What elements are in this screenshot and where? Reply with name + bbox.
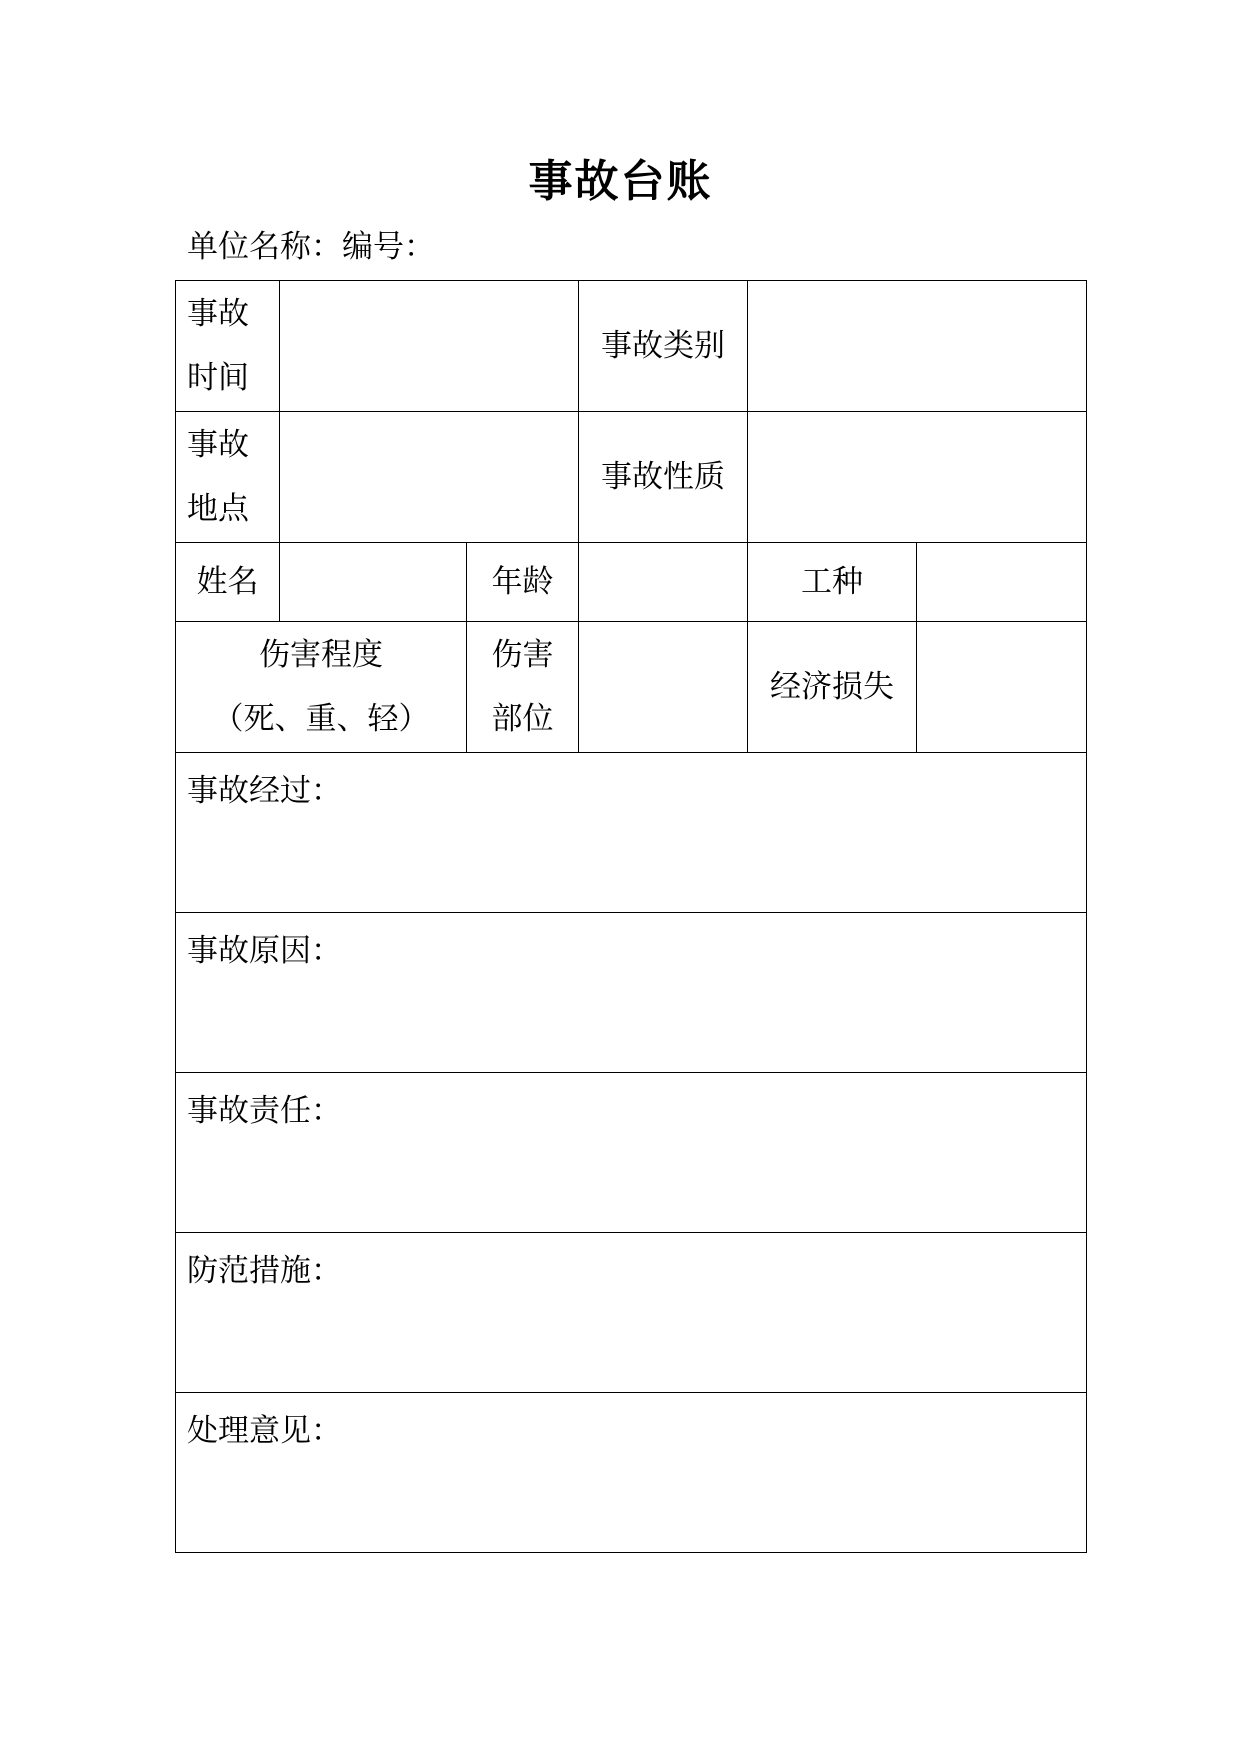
injury-degree-label: 伤害程度 （死、重、轻） [176, 622, 467, 753]
injury-part-label: 伤害 部位 [467, 622, 579, 753]
accident-time-label: 事故 时间 [176, 281, 280, 412]
row-accident-cause [176, 913, 1087, 1073]
injury-part-field[interactable] [579, 622, 748, 753]
economic-loss-field[interactable] [917, 622, 1087, 753]
accident-process-label: 事故经过： [187, 773, 342, 809]
accident-cause-label: 事故原因： [187, 933, 342, 969]
prevention-measures-label: 防范措施： [187, 1253, 342, 1289]
age-label: 年龄 [467, 543, 579, 622]
unit-name-number-line: 单位名称：编号： [187, 229, 435, 265]
row-injury [176, 622, 1087, 753]
name-label: 姓名 [176, 543, 280, 622]
row-personal-info [176, 543, 1087, 622]
accident-responsibility-section[interactable] [176, 1073, 1087, 1233]
accident-cause-section[interactable] [176, 913, 1087, 1073]
accident-responsibility-label: 事故责任： [187, 1093, 342, 1129]
age-field[interactable] [579, 543, 748, 622]
accident-process-section[interactable] [176, 753, 1087, 913]
prevention-measures-section[interactable] [176, 1233, 1087, 1393]
row-accident-location [176, 412, 1087, 543]
accident-nature-field[interactable] [748, 412, 1087, 543]
job-type-label: 工种 [748, 543, 917, 622]
accident-time-field[interactable] [280, 281, 579, 412]
row-handling-opinion [176, 1393, 1087, 1553]
page-title: 事故台账 [528, 156, 713, 207]
accident-location-label: 事故 地点 [176, 412, 280, 543]
name-field[interactable] [280, 543, 467, 622]
row-accident-process [176, 753, 1087, 913]
accident-category-label: 事故类别 [579, 281, 748, 412]
row-prevention-measures [176, 1233, 1087, 1393]
job-type-field[interactable] [917, 543, 1087, 622]
economic-loss-label: 经济损失 [748, 622, 917, 753]
accident-ledger-form [175, 280, 1087, 1553]
row-accident-time [176, 281, 1087, 412]
accident-nature-label: 事故性质 [579, 412, 748, 543]
accident-category-field[interactable] [748, 281, 1087, 412]
handling-opinion-section[interactable] [176, 1393, 1087, 1553]
row-accident-responsibility [176, 1073, 1087, 1233]
accident-location-field[interactable] [280, 412, 579, 543]
handling-opinion-label: 处理意见： [187, 1413, 342, 1449]
